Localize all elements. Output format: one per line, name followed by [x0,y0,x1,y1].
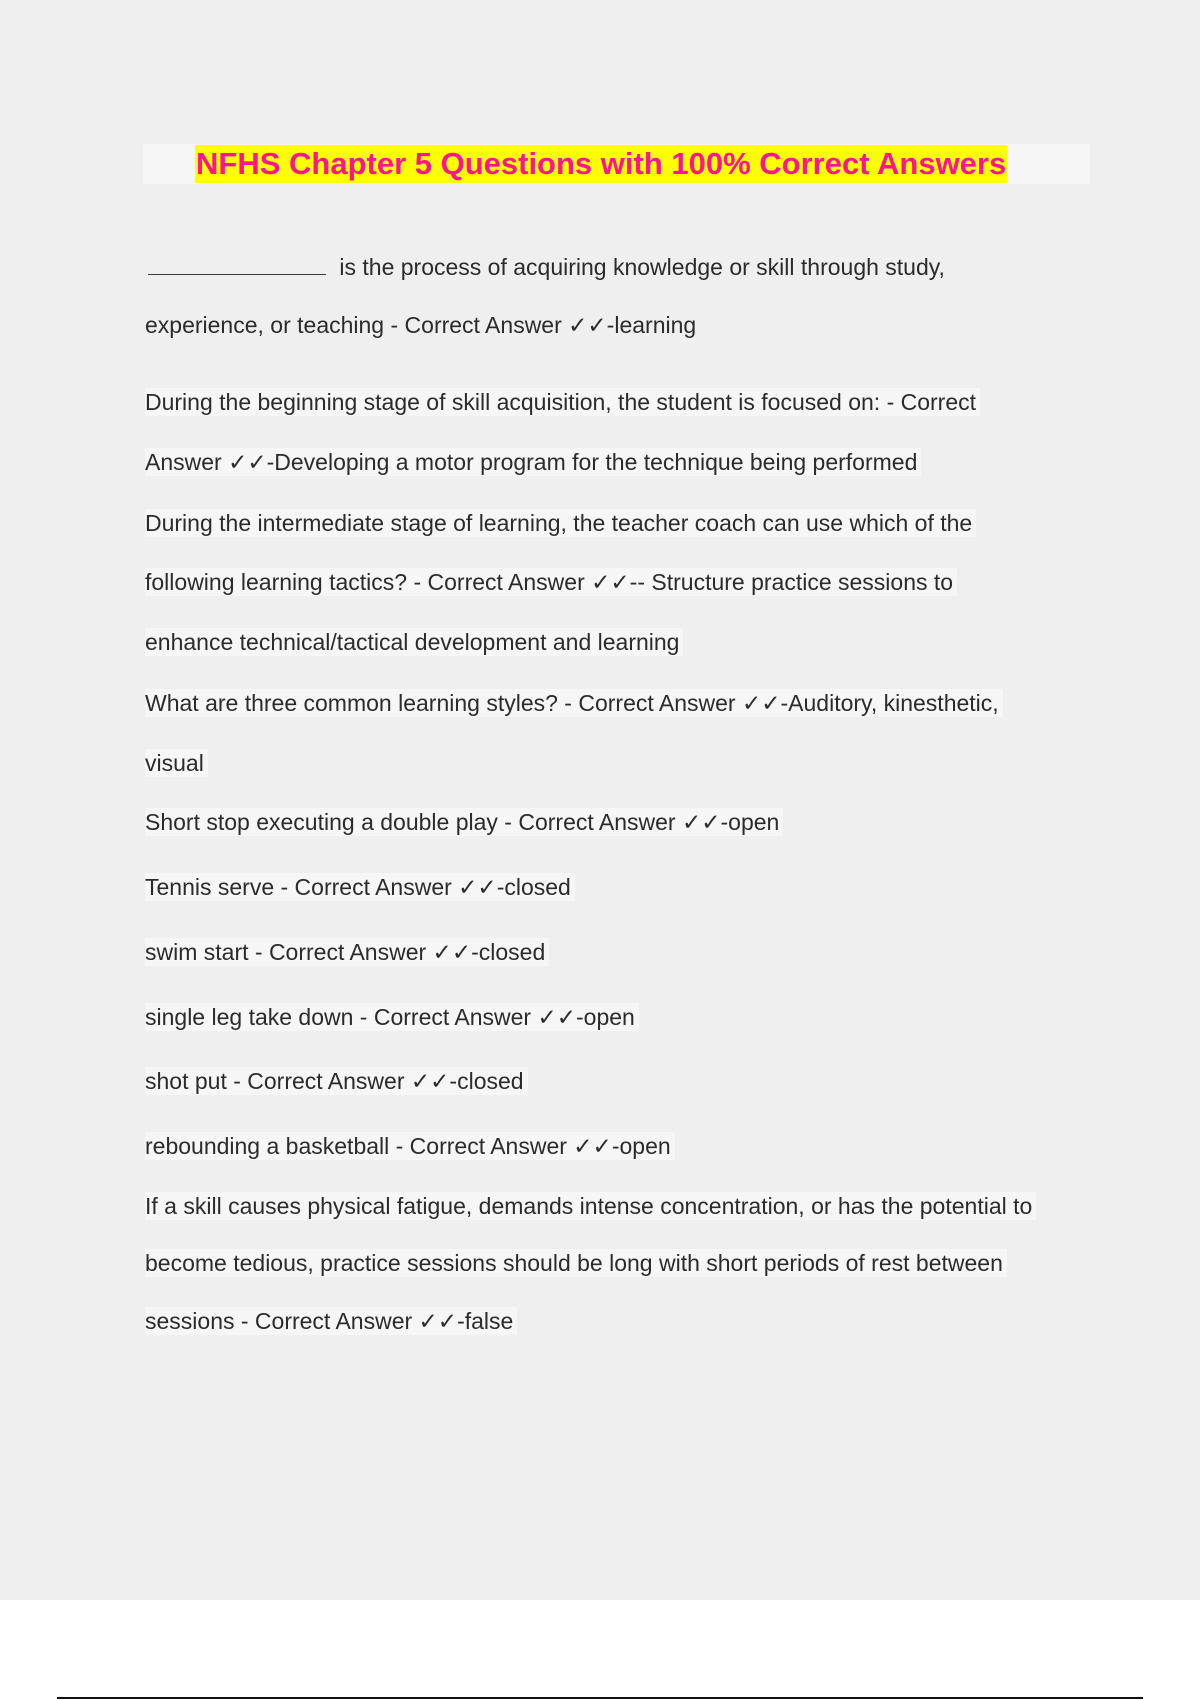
text-line-3: During the beginning stage of skill acquisition, the student is focused on: - Correct [145,388,980,416]
text-line-1: is the process of acquiring knowledge or skill through study, [145,253,949,281]
text-line-12: swim start - Correct Answer ✓✓-closed [145,938,549,966]
text-line-14: shot put - Correct Answer ✓✓-closed [145,1067,528,1095]
text-line-7: enhance technical/tactical development and learning [145,628,683,656]
text-line-10: Short stop executing a double play - Correct Answer ✓✓-open [145,808,783,836]
footer-rule [57,1697,1143,1699]
text-line-18: sessions - Correct Answer ✓✓-false [145,1307,517,1335]
text-line-4: Answer ✓✓-Developing a motor program for the technique being performed [145,448,921,476]
document-title: NFHS Chapter 5 Questions with 100% Correct Answers [196,146,1007,181]
text-line-8: What are three common learning styles? - Correct Answer ✓✓-Auditory, kinesthetic, [145,689,1003,717]
text-line-5: During the intermediate stage of learning, the teacher coach can use which of the [145,509,976,537]
text-line-16: If a skill causes physical fatigue, demands intense concentration, or has the potential to [145,1192,1036,1220]
fill-in-blank [148,254,326,275]
text-line-17: become tedious, practice sessions should be long with short periods of rest between [145,1249,1007,1277]
text-line-6: following learning tactics? - Correct Answer ✓✓-- Structure practice sessions to [145,568,957,596]
text-line-13: single leg take down - Correct Answer ✓✓-open [145,1003,639,1031]
text-line-2: experience, or teaching - Correct Answer ✓✓-learning [145,312,697,338]
text-line-11: Tennis serve - Correct Answer ✓✓-closed [145,873,575,901]
text-line-9: visual [145,749,208,777]
text-line-15: rebounding a basketball - Correct Answer ✓✓-open [145,1132,675,1160]
